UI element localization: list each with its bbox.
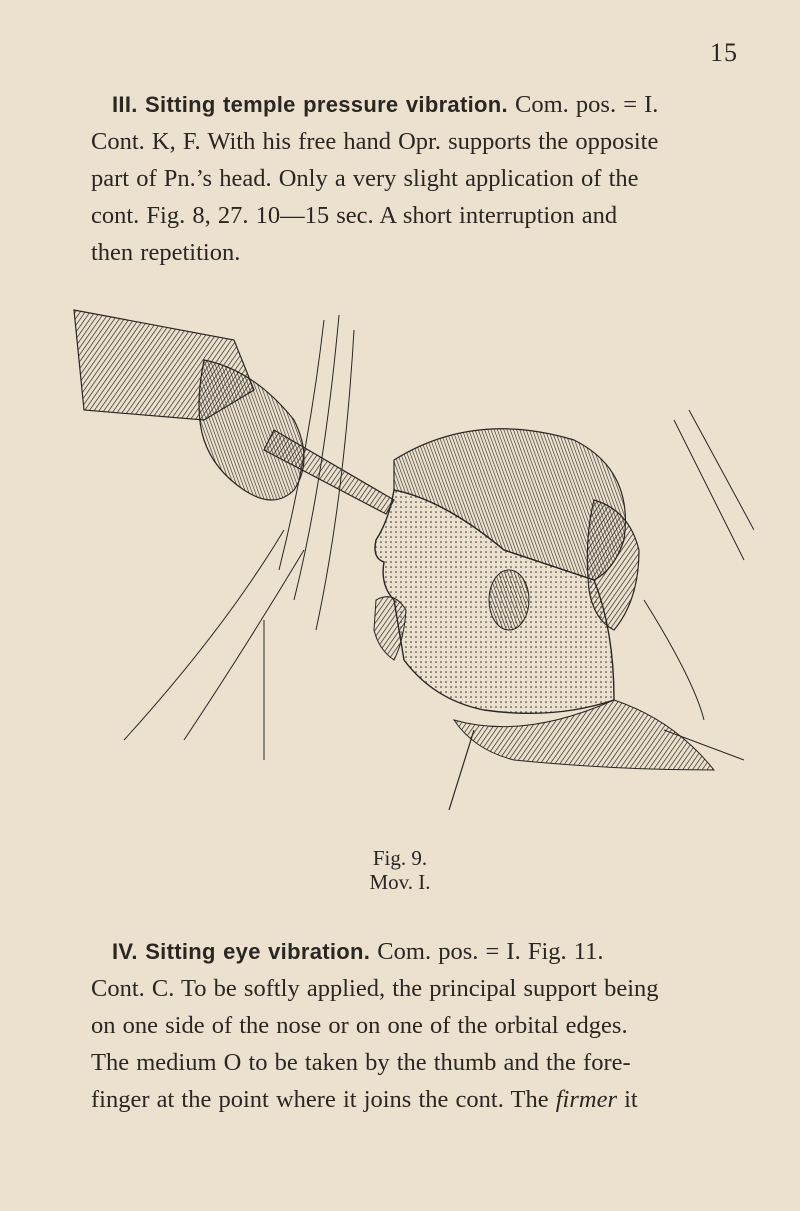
section-heading-iii: III. Sitting temple pressure vibration. bbox=[112, 92, 508, 117]
text-line: it bbox=[624, 1086, 638, 1113]
text-line: finger at the point where it joins the cont. The bbox=[91, 1086, 549, 1113]
engraving-illustration bbox=[54, 300, 754, 840]
patient-ear bbox=[489, 570, 529, 630]
text-line: on one side of the nose or on one of the orbital edges. bbox=[91, 1012, 628, 1039]
figure-subcaption: Mov. I. bbox=[369, 870, 431, 894]
text-line: Com. pos. = I. bbox=[515, 91, 659, 118]
section-heading bbox=[91, 91, 508, 118]
text-line: Cont. C. To be softly applied, the principal support being bbox=[91, 975, 659, 1002]
patient-moustache bbox=[374, 597, 406, 660]
paragraph-temple-pressure-vibration bbox=[91, 86, 711, 271]
section-heading-iv: IV. Sitting eye vibration. bbox=[112, 939, 371, 964]
collar-line bbox=[449, 730, 474, 810]
text-line: Cont. K, F. With his free hand Opr. supports the opposite bbox=[91, 128, 659, 155]
section-heading bbox=[91, 938, 370, 965]
text-line: then repetition. bbox=[91, 239, 241, 266]
figure-caption: Fig. 9. bbox=[372, 846, 428, 870]
supporting-hand bbox=[587, 500, 639, 630]
operator-hand bbox=[199, 360, 304, 500]
page-number: 15 bbox=[710, 38, 738, 67]
paragraph-eye-vibration bbox=[91, 933, 711, 1118]
text-line: cont. Fig. 8, 27. 10—15 sec. A short interruption and bbox=[91, 202, 618, 229]
text-line: part of Pn.’s head. Only a very slight application of the bbox=[91, 165, 639, 192]
illustration-svg bbox=[54, 300, 754, 840]
text-line: The medium O to be taken by the thumb and the fore- bbox=[91, 1049, 631, 1076]
italic-word: firmer bbox=[555, 1086, 617, 1113]
text-line: Com. pos. = I. Fig. 11. bbox=[377, 938, 604, 965]
